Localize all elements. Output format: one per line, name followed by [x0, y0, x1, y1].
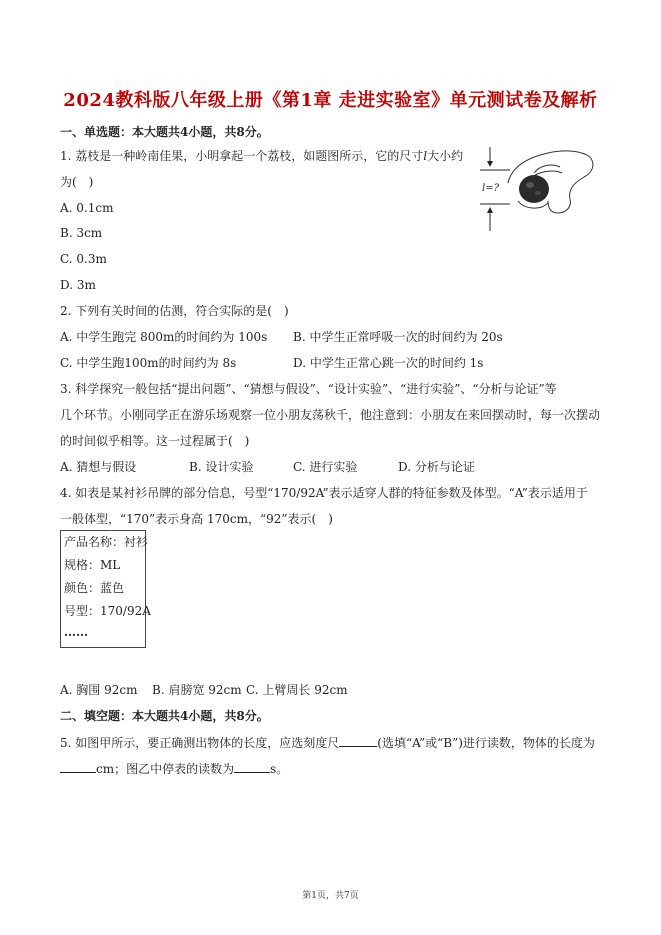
q4-option-a: A. 胸围 92cm [60, 683, 138, 697]
tag-row-ellipsis: …… [64, 625, 88, 639]
q5-text-c: cm；图乙中停表的读数为 [96, 762, 235, 776]
q1-option-c: C. 0.3m [60, 252, 107, 266]
q1-stem-line2: 为( ) [60, 175, 94, 189]
shirt-tag-card [60, 530, 151, 648]
q5-text-d: s。 [270, 762, 289, 776]
q2-option-c: C. 中学生跑100m的时间约为 8s [60, 356, 237, 370]
q2-option-d: D. 中学生正常心跳一次的时间约 1s [293, 356, 484, 370]
q5-text-b: (选填“A”或“B”)进行读数，物体的长度为 [377, 736, 595, 750]
q3-option-a: A. 猜想与假设 [60, 460, 137, 474]
q5-blank-1[interactable] [339, 734, 377, 747]
q3-stem-line1: 3. 科学探究一般包括“提出问题”、“猜想与假设”、“设计实验”、“进行实验”、“分析与论证”等 [60, 382, 557, 396]
q3-option-c: C. 进行实验 [293, 460, 358, 474]
q5-blank-2[interactable] [60, 760, 96, 773]
q3-stem-line2: 几个环节。小刚同学正在游乐场观察一位小朋友荡秋千，他注意到：小朋友在来回摆动时，每一次摆动 [60, 408, 601, 422]
q4-option-b: B. 肩膀宽 92cm [152, 683, 242, 697]
q5-stem-line2 [60, 760, 288, 777]
tag-row-size: 号型：170/92A [64, 604, 151, 618]
page-title: 2024教科版八年级上册《第1章 走进实验室》单元测试卷及解析 [63, 90, 598, 111]
q2-stem: 2. 下列有关时间的估测，符合实际的是( ) [60, 304, 289, 318]
q3-option-d: D. 分析与论证 [398, 460, 475, 474]
q3-stem-line3: 的时间似乎相等。这一过程属于( ) [60, 434, 250, 448]
q1-option-b: B. 3cm [60, 226, 103, 240]
q4-stem-line2: 一般体型，“170”表示身高 170cm，“92”表示( ) [60, 512, 333, 526]
q1-stem-b: 大小约 [427, 149, 464, 163]
q5-blank-3[interactable] [234, 760, 270, 773]
q5-text-a: 5. 如图甲所示，要正确测出物体的长度，应选刻度尺 [60, 736, 340, 750]
q5-stem-line1 [60, 734, 595, 751]
q1-option-a: A. 0.1cm [60, 201, 114, 215]
q2-option-b: B. 中学生正常呼吸一次的时间约为 20s [293, 330, 503, 344]
q1-option-d: D. 3m [60, 278, 96, 292]
tag-row-color: 颜色：蓝色 [64, 581, 125, 595]
q3-option-b: B. 设计实验 [189, 460, 254, 474]
q2-option-a: A. 中学生跑完 800m的时间约为 100s [60, 330, 268, 344]
tag-row-spec: 规格：ML [64, 558, 121, 572]
q1-stem-var: l [423, 149, 428, 163]
section-2-heading: 二、填空题：本大题共4小题，共8分。 [60, 709, 269, 723]
q4-option-c: C. 上臂周长 92cm [246, 683, 348, 697]
page-footer: 第1页，共7页 [302, 891, 359, 901]
q1-stem-line1 [60, 148, 463, 164]
section-1-heading: 一、单选题：本大题共4小题，共8分。 [60, 125, 269, 139]
q1-stem-a: 1. 荔枝是一种岭南佳果，小明拿起一个荔枝，如题图所示，它的尺寸 [60, 149, 424, 163]
q4-stem-line1: 4. 如表是某衬衫吊牌的部分信息，号型“170/92A”表示适穿人群的特征参数及体型。“A”表示适用于 [60, 486, 588, 500]
tag-row-name: 产品名称：衬衫 [64, 535, 149, 549]
lychee-figure [478, 143, 598, 235]
fig-length-label: l=? [482, 183, 499, 194]
